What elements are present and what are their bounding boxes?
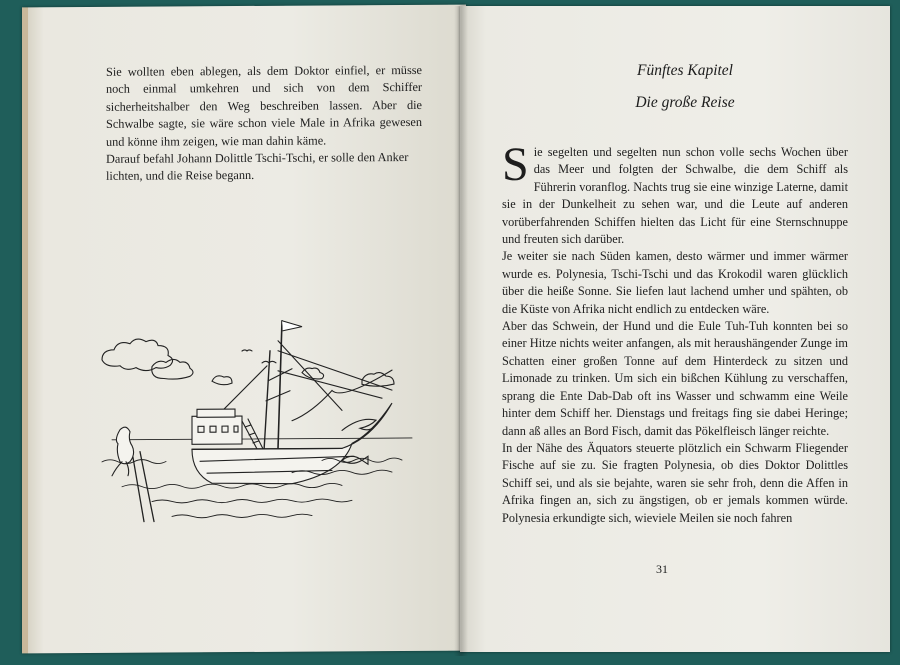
open-book — [22, 6, 894, 658]
paragraph: Darauf befahl Johann Dolittle Tschi-Tschi, er solle den Anker lichten, und die Reise begann. — [106, 150, 409, 184]
cabin-top — [197, 409, 235, 417]
bow-scroll — [342, 419, 376, 430]
sail — [292, 370, 392, 421]
paragraph: Sie wollten eben ablegen, als dem Doktor einfiel, er müsse noch einmal umkehren und sich von dem Schiffer sicherheitshalber den Weg beschreiben lassen. Aber die Schwalbe sagte, sie wäre schon viele Male in Afrika gewesen und könne ihm zeigen, wie man dahin käme. — [106, 62, 422, 149]
ship-illustration — [92, 310, 422, 527]
drop-cap: S — [502, 138, 529, 191]
flag — [282, 321, 302, 331]
horizon — [112, 438, 412, 440]
chapter-title: Die große Reise — [635, 94, 735, 111]
right-page — [460, 6, 890, 652]
mast — [278, 321, 282, 449]
cloud — [102, 339, 173, 371]
paragraph: Je weiter sie nach Süden kamen, desto wärmer und immer wärmer wurde es. Polynesia, Tschi-Tschi und das Krokodil waren glücklich über die heiße Sonne. Sie liefen laut lachend umher und spähten, ob die Küste von Afrika nicht endlich zu entdecken wäre. — [502, 249, 848, 316]
hull-deck — [192, 448, 342, 449]
paragraph: Aber das Schwein, der Hund und die Eule Tuh-Tuh konnten bei so einer Hitze nichts weiter anfangen, als mit heraushängender Zunge im Schatten einer großen Tonne auf dem Hinterdeck zu sitzen und Limonade zu trinken. Um sich ein bißchen Kühlung zu verschaffen, sprang die Ente Dab-Dab oft ins Wasser und schwamm eine Weile hinter dem Schiff her. Dienstags und freitags fing sie dabei Heringe; dann aß alles an Bord Fisch, damit das Pökelfleisch länger reichte. — [502, 319, 848, 438]
left-page-text — [106, 62, 422, 186]
paragraph: ie segelten und segelten nun schon volle sechs Wochen über das Meer und folgten der Schwalbe, die dem Schiff als Führerin voranflog. Nachts trug sie eine winzige Laterne, damit sie in der Dunkelheit zu sehen war, und die Leute auf anderen vorüberfahrenden Schiffen hielten das Licht für eine Sternschnuppe und freuten sich darüber. — [502, 145, 848, 247]
right-page-text — [502, 138, 848, 527]
figure — [116, 427, 133, 464]
bird — [242, 350, 252, 351]
left-page — [22, 5, 466, 654]
paragraph: In der Nähe des Äquators steuerte plötzlich ein Schwarm Fliegender Fische auf sie zu. Sie fragten Polynesia, ob dies Doktor Dolittles Schiff sei, und als sie bejahte, waren sie sehr froh, denn die Affen in Afrika fingen an, sich zu ängstigen, ob er jemals kommen würde. Polynesia erkundigte sich, wieviele Meilen sie noch fahren — [502, 440, 848, 525]
cloud — [212, 376, 232, 385]
page-number: 31 — [656, 562, 668, 576]
rigging — [212, 340, 392, 421]
ladder — [242, 419, 263, 449]
book-gutter — [454, 6, 468, 656]
chapter-number: Fünftes Kapitel — [636, 62, 733, 79]
